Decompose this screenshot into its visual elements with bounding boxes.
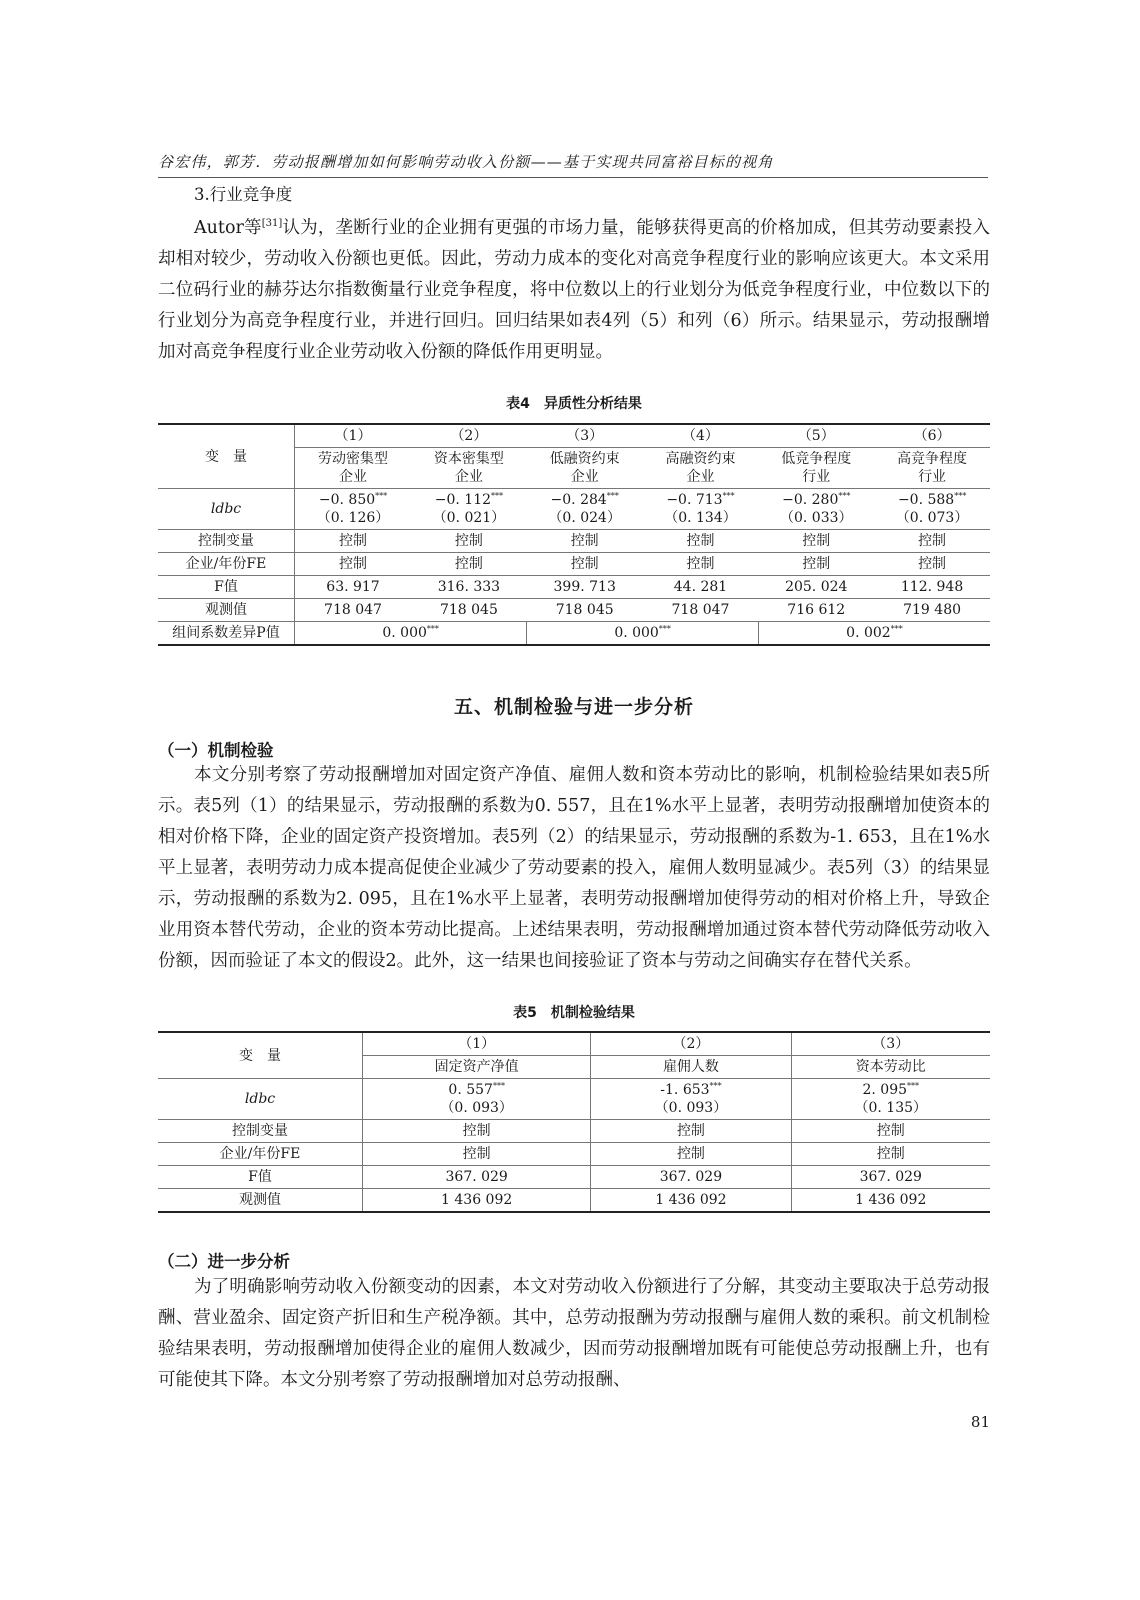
- ldbc-label: ldbc: [158, 489, 295, 530]
- table4: [158, 423, 990, 646]
- col-name: 资本劳动比: [791, 1056, 990, 1079]
- coef-cell: [411, 489, 527, 530]
- sig-stars: ***: [492, 1081, 505, 1091]
- col-number: （1）: [295, 424, 412, 448]
- sig-stars: ***: [658, 624, 671, 634]
- se-value: （0. 073）: [895, 510, 969, 526]
- col-name: [643, 448, 759, 489]
- coef-cell: [791, 1079, 990, 1120]
- col-name: [758, 448, 874, 489]
- se-value: （0. 093）: [440, 1100, 513, 1116]
- sig-stars: ***: [426, 624, 439, 634]
- table-cell: 718 045: [527, 599, 643, 622]
- row-label: 企业/年份FE: [158, 553, 295, 576]
- table-cell: 控制: [643, 553, 759, 576]
- sig-stars: ***: [890, 624, 903, 634]
- table-cell: 399. 713: [527, 576, 643, 599]
- table-row: [158, 530, 990, 553]
- table-cell: 1 436 092: [791, 1189, 990, 1213]
- sig-stars: ***: [491, 491, 504, 501]
- coef-value: −0. 713: [666, 492, 723, 508]
- se-value: （0. 033）: [779, 510, 853, 526]
- col-name: [295, 448, 412, 489]
- coef-value: −0. 588: [897, 492, 955, 508]
- table-cell: 控制: [791, 1143, 990, 1166]
- col-name-line: 高融资约束: [665, 451, 736, 467]
- coef-value: −0. 112: [434, 492, 492, 508]
- col-name-line: 高竞争程度: [897, 451, 968, 467]
- table-cell: [295, 622, 527, 646]
- table-cell: 控制: [874, 553, 990, 576]
- table-row: [158, 1120, 990, 1143]
- coef-cell: [643, 489, 759, 530]
- table-cell: 控制: [411, 553, 527, 576]
- table-cell: 控制: [295, 553, 412, 576]
- coef-value: 2. 095: [862, 1082, 908, 1098]
- pvalue: 0. 002: [846, 625, 891, 641]
- row-label: F值: [158, 576, 295, 599]
- coef-value: -1. 653: [660, 1082, 710, 1098]
- table-cell: 控制: [527, 553, 643, 576]
- col-name: [527, 448, 643, 489]
- table-cell: 718 045: [411, 599, 527, 622]
- table-cell: 控制: [591, 1120, 791, 1143]
- col-number: （3）: [791, 1032, 990, 1056]
- author-text: Autor等: [194, 217, 262, 238]
- section-further-analysis: [158, 1272, 990, 1396]
- table-cell: [527, 622, 759, 646]
- header-rule: [158, 177, 988, 178]
- sig-stars: ***: [606, 491, 619, 501]
- table-cell: 63. 917: [295, 576, 412, 599]
- table-cell: 控制: [363, 1120, 591, 1143]
- section-title: 五、机制检验与进一步分析: [453, 696, 694, 718]
- col-number: （5）: [758, 424, 874, 448]
- coef-cell: [295, 489, 412, 530]
- section-industry-competition: [158, 182, 990, 368]
- table-row: [158, 599, 990, 622]
- ldbc-label: ldbc: [158, 1079, 363, 1120]
- paragraph-text: 认为，垄断行业的企业拥有更强的市场力量，能够获得更高的价格加成，但其劳动要素投入却相对较少，劳动收入份额也更低。因此，劳动力成本的变化对高竞争程度行业的影响应该更大。本文采用二位码行业的赫芬达尔指数衡量行业竞争程度，将中位数以上的行业划分为低竞争程度行业，中位数以下的行业划分为高竞争程度行业，并进行回归。回归结果如表4列（5）和列（6）所示。结果显示，劳动报酬增加对高竞争程度行业企业劳动收入份额的降低作用更明显。: [158, 217, 991, 362]
- table-cell: 控制: [295, 530, 412, 553]
- table-cell: 1 436 092: [591, 1189, 791, 1213]
- col-name-line: 企业: [454, 469, 483, 485]
- coef-value: 0. 557: [448, 1082, 493, 1098]
- table-row: [158, 553, 990, 576]
- table-row: [158, 424, 990, 448]
- table-cell: 718 047: [295, 599, 412, 622]
- table-cell: 718 047: [643, 599, 759, 622]
- table-row: [158, 576, 990, 599]
- table-cell: 控制: [758, 553, 874, 576]
- table-cell: 控制: [411, 530, 527, 553]
- col-name-line: 资本密集型: [433, 451, 504, 467]
- coef-cell: [591, 1079, 791, 1120]
- table-cell: 367. 029: [363, 1166, 591, 1189]
- coef-value: −0. 280: [782, 492, 839, 508]
- row-label: 控制变量: [158, 530, 295, 553]
- col-number: （3）: [527, 424, 643, 448]
- subsection-heading: 3.行业竞争度: [194, 185, 293, 204]
- table-cell: 367. 029: [591, 1166, 791, 1189]
- col-number: （6）: [874, 424, 990, 448]
- running-header: 谷宏伟，郭芳．劳动报酬增加如何影响劳动收入份额——基于实现共同富裕目标的视角: [158, 153, 774, 171]
- subsection-heading: （一）机制检验: [158, 741, 274, 760]
- pvalue: 0. 000: [382, 625, 427, 641]
- paragraph-mechanism: 本文分别考察了劳动报酬增加对固定资产净值、雇佣人数和资本劳动比的影响，机制检验结果如表5所示。表5列（1）的结果显示，劳动报酬的系数为0. 557，且在1%水平上显著，表明劳动报酬增加使资本的相对价格下降，企业的固定资产投资增加。表5列（2）的结果显示，劳动报酬的系数为-1. 653，且在1%水平上显著，表明劳动力成本提高促使企业减少了劳动要素的投入，雇佣人数明显减少。表5列（3）的结果显示，劳动报酬的系数为2. 095，且在1%水平上显著，表明劳动报酬增加使得劳动的相对价格上升，导致企业用资本替代劳动，企业的资本劳动比提高。上述结果表明，劳动报酬增加通过资本替代劳动降低劳动收入份额，因而验证了本文的假设2。此外，这一结果也间接验证了资本与劳动之间确实存在替代关系。: [158, 765, 990, 971]
- row-label: 企业/年份FE: [158, 1143, 363, 1166]
- row-label: 观测值: [158, 599, 295, 622]
- col-name-line: 行业: [802, 469, 831, 485]
- col-name: [411, 448, 527, 489]
- pvalue: 0. 000: [614, 625, 659, 641]
- col-name: 雇佣人数: [591, 1056, 791, 1079]
- col-name-line: 低竞争程度: [781, 451, 852, 467]
- table-cell: 控制: [527, 530, 643, 553]
- table-cell: 控制: [758, 530, 874, 553]
- sig-stars: ***: [722, 491, 735, 501]
- table-row: [158, 622, 990, 646]
- table5-caption: 表5 机制检验结果: [513, 1005, 635, 1021]
- table-cell: 1 436 092: [363, 1189, 591, 1213]
- table4-caption: 表4 异质性分析结果: [506, 396, 642, 412]
- col-name-line: 企业: [570, 469, 599, 485]
- row-label: 观测值: [158, 1189, 363, 1213]
- col-number: （2）: [411, 424, 527, 448]
- se-value: （0. 021）: [432, 510, 506, 526]
- table-cell: 控制: [363, 1143, 591, 1166]
- col-number: （4）: [643, 424, 759, 448]
- table-row: [158, 489, 990, 530]
- col-number: （1）: [363, 1032, 591, 1056]
- table-cell: 112. 948: [874, 576, 990, 599]
- table-cell: 716 612: [758, 599, 874, 622]
- col-name-line: 劳动密集型: [318, 451, 388, 467]
- sig-stars: ***: [954, 491, 967, 501]
- col-number: （2）: [591, 1032, 791, 1056]
- coef-cell: [758, 489, 874, 530]
- paragraph-further-analysis: 为了明确影响劳动收入份额变动的因素，本文对劳动收入份额进行了分解，其变动主要取决于总劳动报酬、营业盈余、固定资产折旧和生产税净额。其中，总劳动报酬为劳动报酬与雇佣人数的乘积。前文机制检验结果表明，劳动报酬增加使得企业的雇佣人数减少，因而劳动报酬增加既有可能使总劳动报酬上升，也有可能使其下降。本文分别考察了劳动报酬增加对总劳动报酬、: [158, 1277, 990, 1390]
- table-cell: 控制: [643, 530, 759, 553]
- table-cell: 205. 024: [758, 576, 874, 599]
- page-number: 81: [970, 1413, 990, 1431]
- se-value: （0. 024）: [548, 510, 621, 526]
- row-label: 控制变量: [158, 1120, 363, 1143]
- table-row: [158, 1032, 990, 1056]
- coef-value: −0. 850: [318, 492, 376, 508]
- table5: [158, 1031, 990, 1213]
- col-name: 固定资产净值: [363, 1056, 591, 1079]
- se-value: （0. 126）: [316, 510, 390, 526]
- row-label: F值: [158, 1166, 363, 1189]
- table4-block: [158, 393, 990, 646]
- coef-cell: [527, 489, 643, 530]
- citation-marker: [31]: [261, 218, 283, 229]
- sig-stars: ***: [375, 491, 388, 501]
- sig-stars: ***: [838, 491, 851, 501]
- table-row: [158, 1143, 990, 1166]
- coef-value: −0. 284: [550, 492, 607, 508]
- table-cell: 367. 029: [791, 1166, 990, 1189]
- sig-stars: ***: [907, 1081, 920, 1091]
- sig-stars: ***: [709, 1081, 722, 1091]
- table-cell: 44. 281: [643, 576, 759, 599]
- col-name: [874, 448, 990, 489]
- se-value: （0. 134）: [664, 510, 737, 526]
- table5-block: [158, 1002, 990, 1213]
- table-cell: 719 480: [874, 599, 990, 622]
- col-name-line: 低融资约束: [549, 451, 620, 467]
- table-cell: 316. 333: [411, 576, 527, 599]
- col-name-line: 企业: [686, 469, 715, 485]
- coef-cell: [874, 489, 990, 530]
- coef-cell: [363, 1079, 591, 1120]
- se-value: （0. 093）: [654, 1100, 728, 1116]
- var-header: 变 量: [158, 1032, 363, 1079]
- table-cell: [758, 622, 990, 646]
- subsection-heading: （二）进一步分析: [158, 1252, 290, 1271]
- section-mechanism: [158, 760, 990, 977]
- row-label: 组间系数差异P值: [158, 622, 295, 646]
- col-name-line: 企业: [339, 469, 367, 485]
- table-row: [158, 1166, 990, 1189]
- table-cell: 控制: [591, 1143, 791, 1166]
- col-name-line: 行业: [918, 469, 947, 485]
- se-value: （0. 135）: [854, 1100, 928, 1116]
- paragraph-competition: [158, 208, 990, 368]
- var-header: 变 量: [158, 424, 295, 489]
- table-row: [158, 1079, 990, 1120]
- table-row: [158, 1189, 990, 1213]
- table-cell: 控制: [791, 1120, 990, 1143]
- table-cell: 控制: [874, 530, 990, 553]
